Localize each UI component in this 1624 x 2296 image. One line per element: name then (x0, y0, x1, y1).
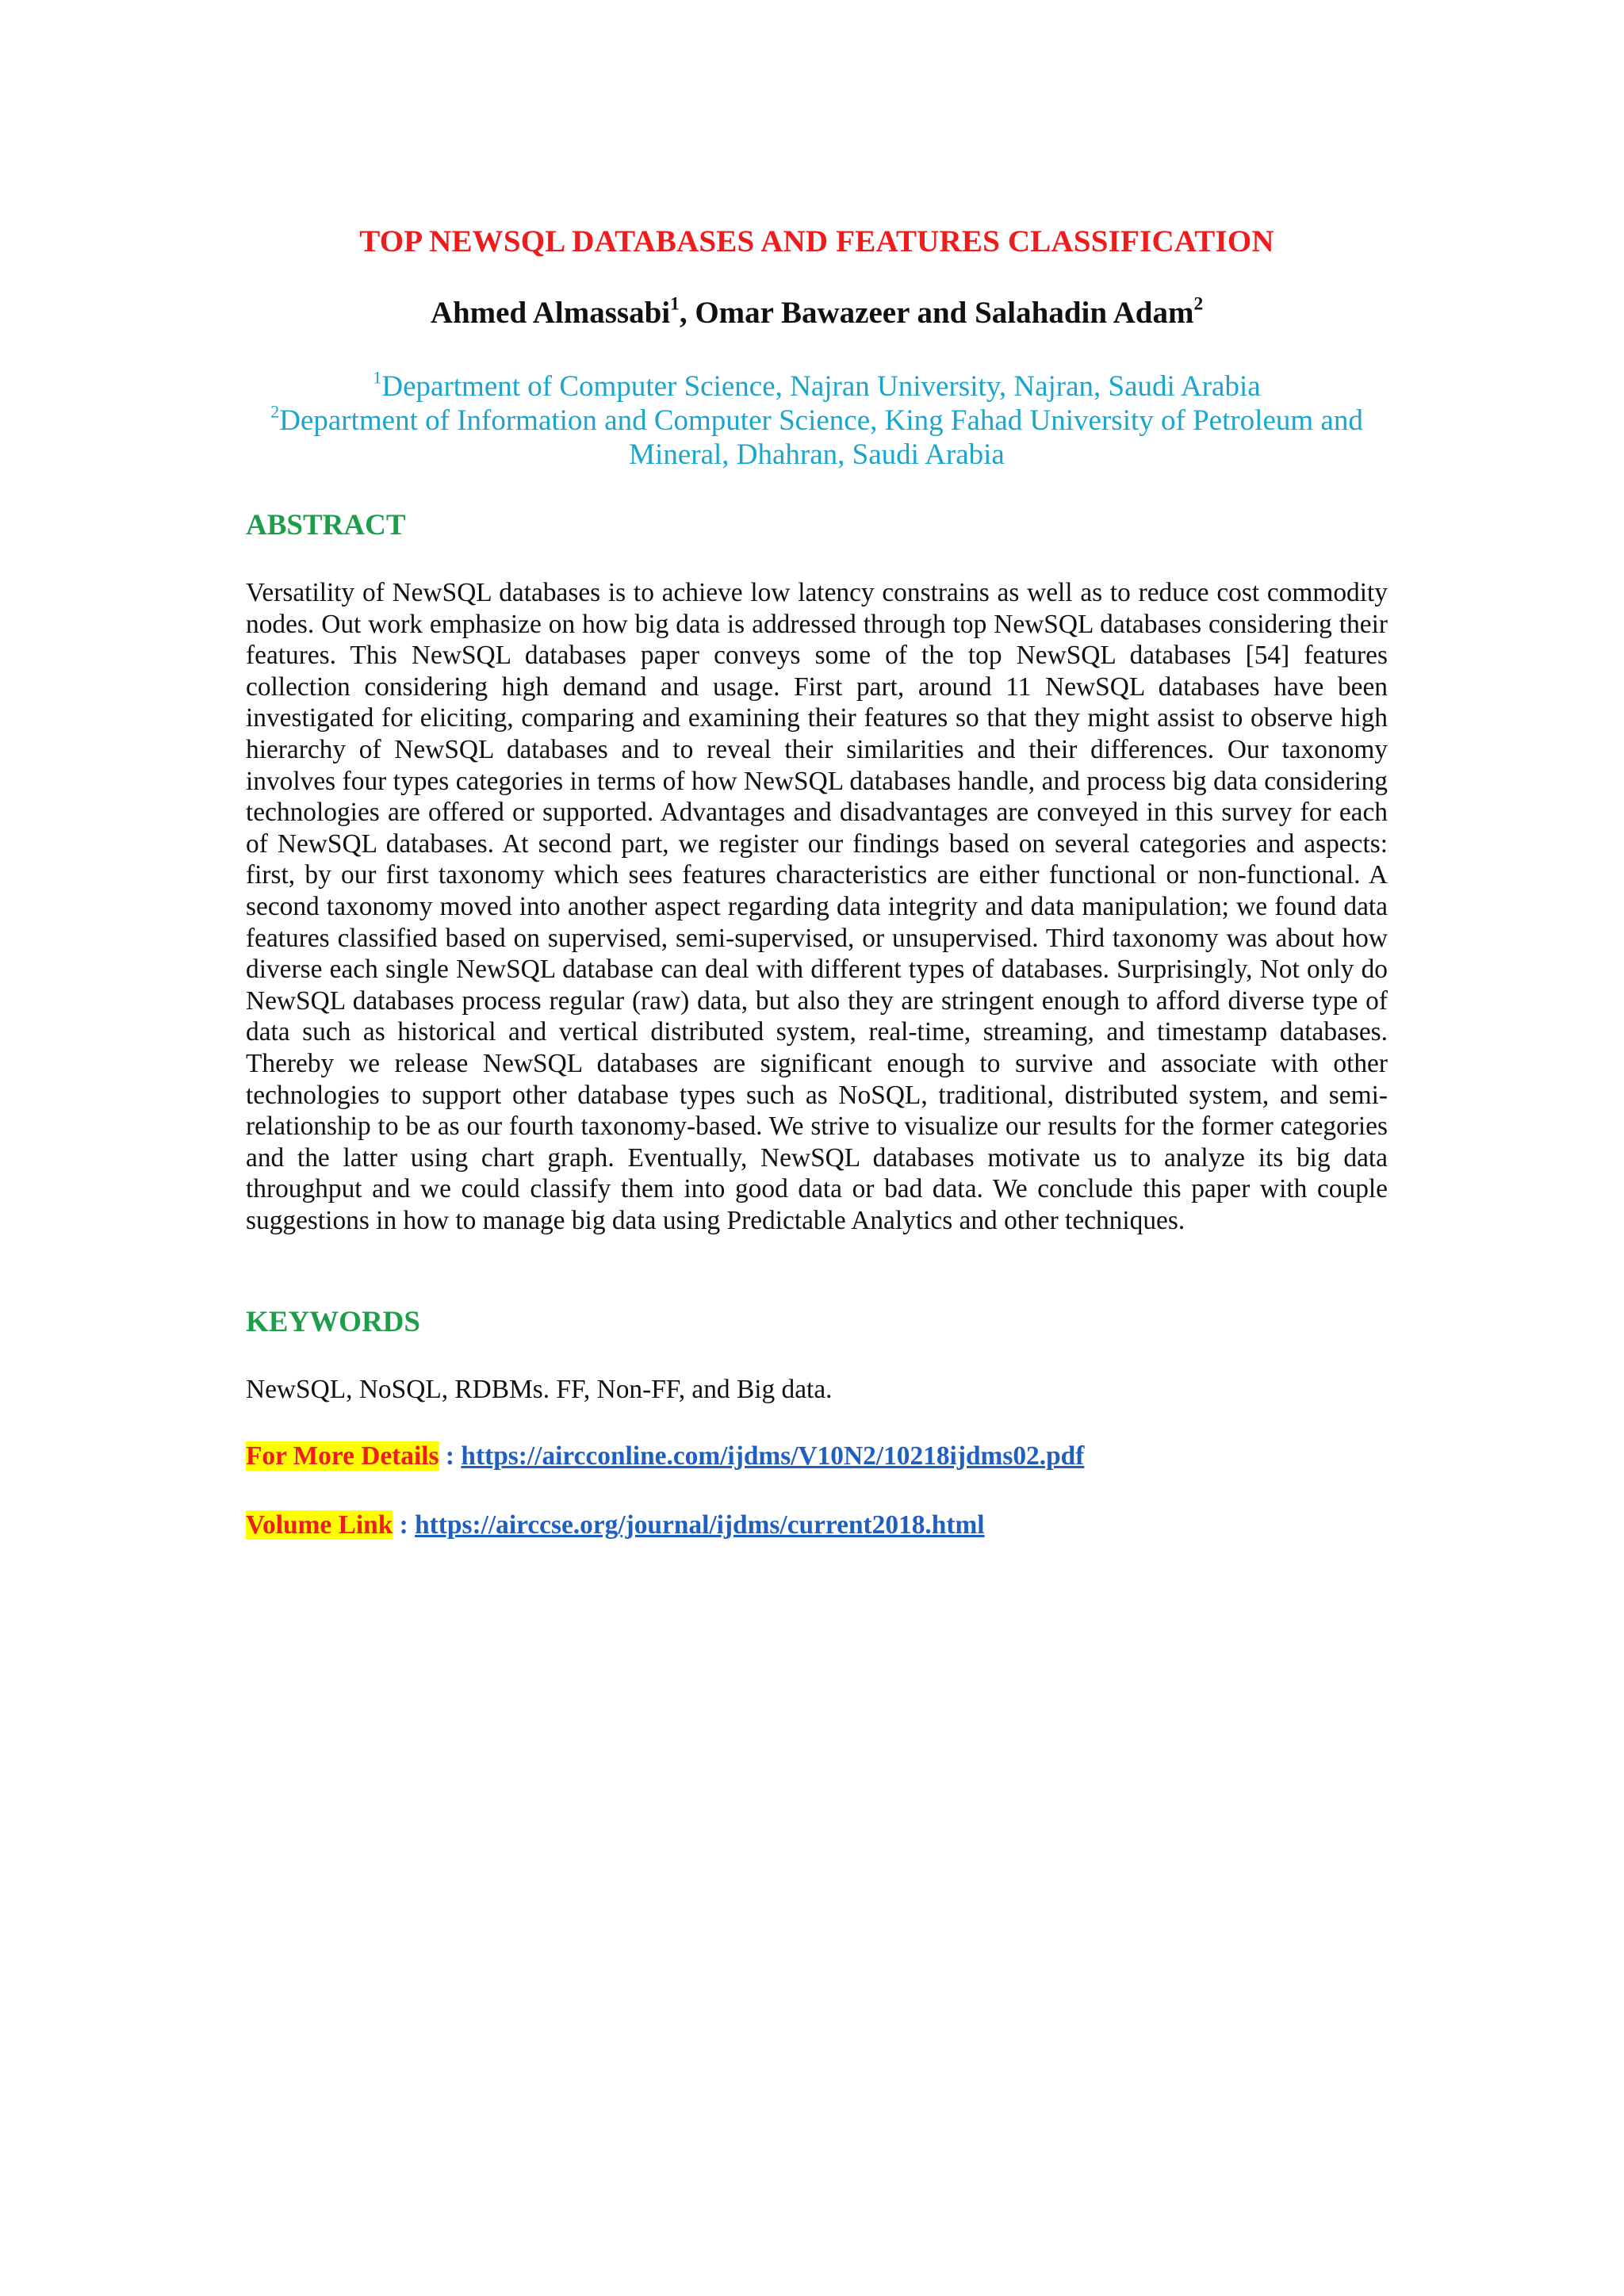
affiliation-text: Department of Information and Computer Science, King Fahad University of Petroleum and Mineral, Dhahran, Saudi Arabia (279, 404, 1363, 471)
affiliation-mark: 2 (270, 401, 280, 422)
affiliation-2 (246, 401, 1388, 472)
author-names: , Omar Bawazeer and Salahadin Adam (679, 296, 1194, 330)
details-link-line (246, 1441, 1084, 1471)
volume-separator: : (393, 1510, 416, 1540)
author-name: Ahmed Almassabi (430, 296, 671, 330)
volume-link[interactable]: https://airccse.org/journal/ijdms/current2018.html (415, 1510, 985, 1540)
volume-link-line (246, 1510, 985, 1540)
author-affiliation-mark: 1 (670, 293, 680, 315)
author-affiliation-mark: 2 (1193, 293, 1204, 315)
details-label: For More Details (246, 1441, 439, 1471)
abstract-body: Versatility of NewSQL databases is to achieve low latency constrains as well as to reduce cost commodity nodes. Out work emphasize on how big data is addressed through top NewSQL databases considering their features. This NewSQL databases paper conveys some of the top NewSQL databases [54] features collection considering high demand and usage. First part, around 11 NewSQL databases have been investigated for eliciting, comparing and examining their features so that they might assist to observe high hierarchy of NewSQL databases and to reveal their similarities and their differences. Our taxonomy involves four types categories in terms of how NewSQL databases handle, and process big data considering technologies are offered or supported. Advantages and disadvantages are conveyed in this survey for each of NewSQL databases. At second part, we register our findings based on several categories and aspects: first, by our first taxonomy which sees features characteristics are either functional or non-functional. A second taxonomy moved into another aspect regarding data integrity and data manipulation; we found data features classified based on supervised, semi-supervised, or unsupervised. Third taxonomy was about how diverse each single NewSQL database can deal with different types of databases. Surprisingly, Not only do NewSQL databases process regular (raw) data, but also they are stringent enough to afford diverse type of data such as historical and vertical distributed system, real-time, streaming, and timestamp databases. Thereby we release NewSQL databases are significant enough to survive and associate with other technologies to support other database types such as NoSQL, traditional, distributed system, and semi- relationship to be as our fourth taxonomy-based. We strive to visualize our results for the former categories and the latter using chart graph. Eventually, NewSQL databases motivate us to analyze its big data throughput and we could classify them into good data or bad data. We conclude this paper with couple suggestions in how to manage big data using Predictable Analytics and other techniques. (246, 578, 1388, 1235)
affiliation-mark: 1 (373, 367, 382, 388)
author-list (246, 295, 1388, 331)
details-separator: : (439, 1441, 462, 1471)
keywords-heading: KEYWORDS (246, 1306, 420, 1338)
affiliation-text: Department of Computer Science, Najran University, Najran, Saudi Arabia (381, 370, 1261, 403)
abstract-heading: ABSTRACT (246, 509, 406, 541)
volume-label: Volume Link (246, 1510, 393, 1540)
keywords-body: NewSQL, NoSQL, RDBMs. FF, Non-FF, and Big data. (246, 1375, 833, 1404)
details-link[interactable]: https://aircconline.com/ijdms/V10N2/10218ijdms02.pdf (461, 1441, 1085, 1471)
affiliations (246, 369, 1388, 472)
affiliation-1 (246, 369, 1388, 404)
paper-title: TOP NEWSQL DATABASES AND FEATURES CLASSIFICATION (359, 224, 1274, 258)
